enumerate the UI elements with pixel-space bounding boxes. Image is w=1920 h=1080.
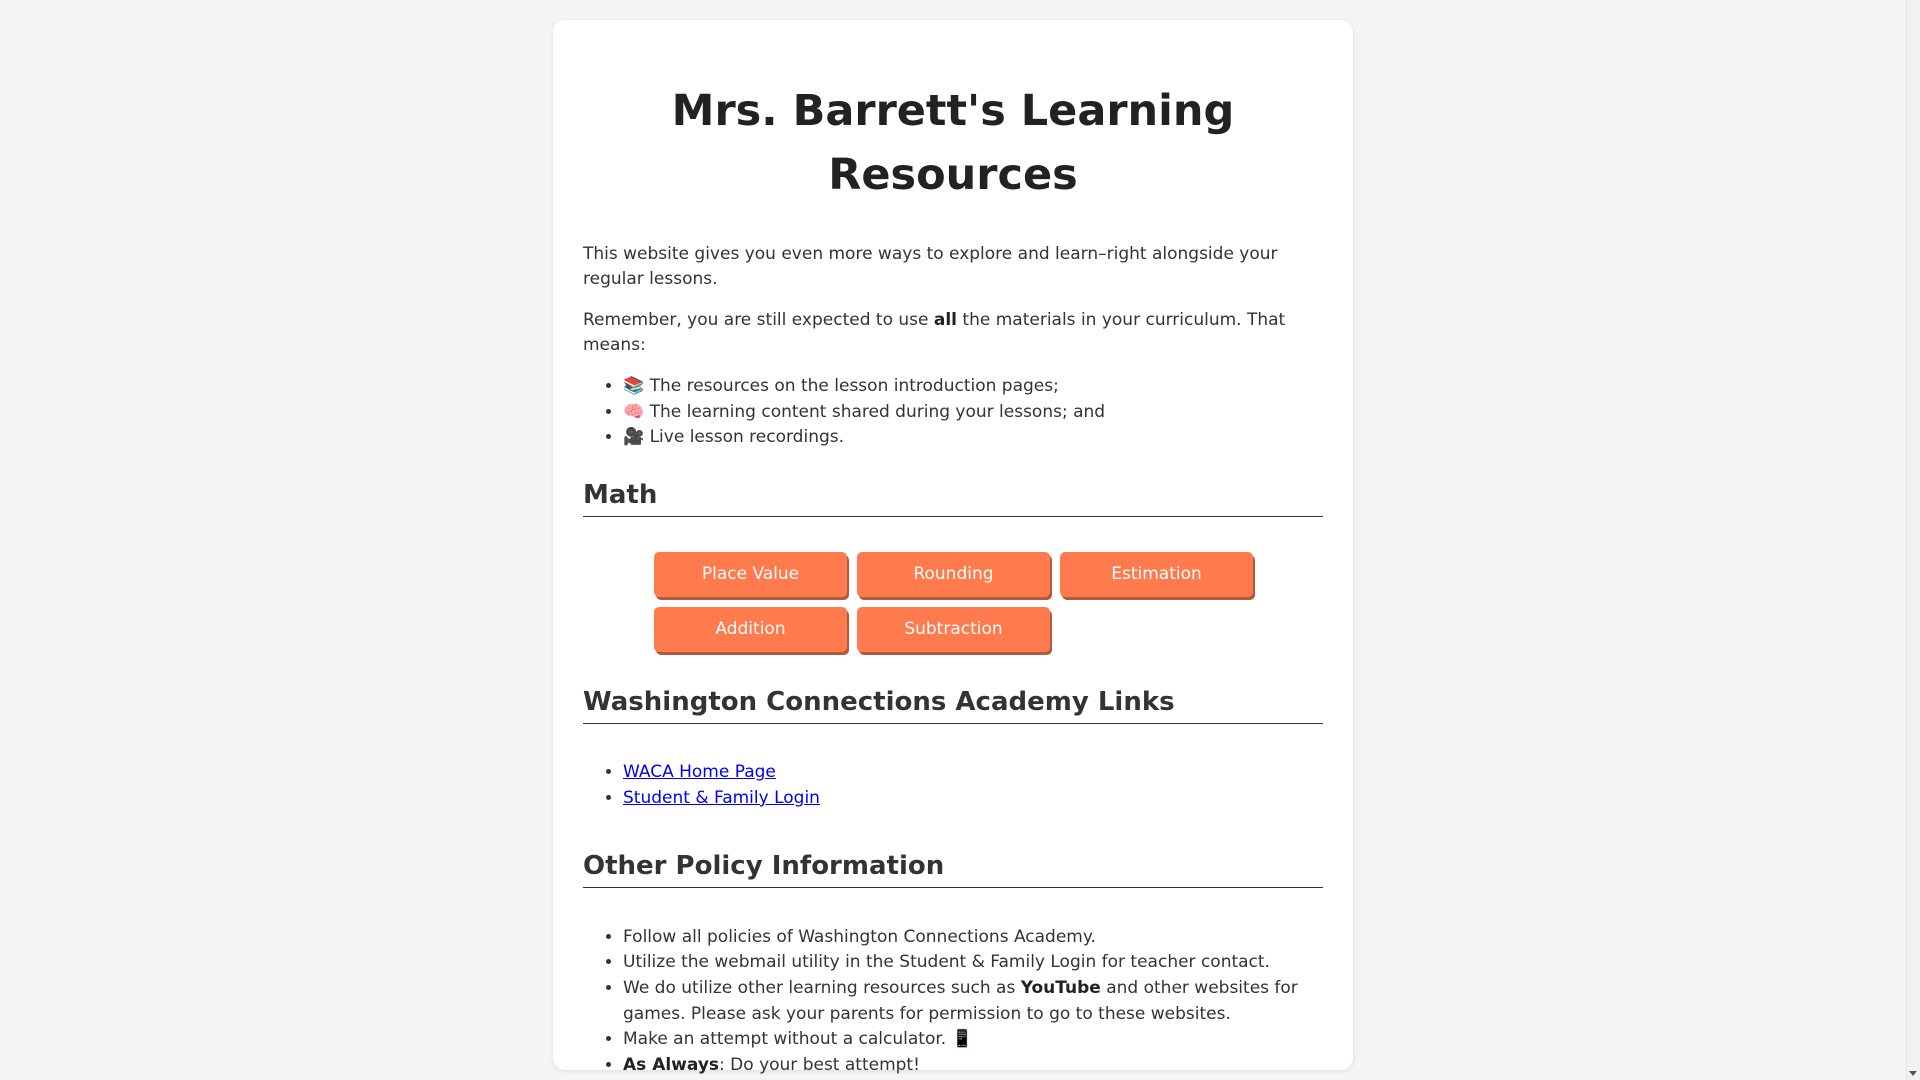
page-title — [583, 79, 1323, 207]
youtube-bold: YouTube — [1020, 977, 1101, 998]
policy-list — [583, 925, 1323, 1079]
place-value-button[interactable]: Place Value — [654, 552, 847, 597]
page-title-line2: Resources — [828, 150, 1078, 200]
math-heading: Math — [583, 479, 1323, 517]
waca-links-heading: Washington Connections Academy Links — [583, 686, 1323, 724]
addition-button[interactable]: Addition — [654, 607, 847, 652]
policy-heading: Other Policy Information — [583, 850, 1323, 888]
materials-list — [583, 374, 1323, 451]
list-item-text: and other websites for games. Please ask your parents for permission to go to these websites. — [623, 977, 1298, 1024]
rounding-button[interactable]: Rounding — [857, 552, 1050, 597]
list-item-text: Live lesson recordings. — [649, 427, 845, 448]
as-always-bold: As Always — [623, 1055, 720, 1076]
list-item-text: The learning content shared during your lessons; and — [649, 401, 1106, 422]
list-item — [623, 400, 1323, 426]
waca-home-page-link[interactable]: WACA Home Page — [623, 762, 776, 783]
list-item: • Utilize the webmail utility in the Student & Family Login for teacher contact. — [623, 950, 1323, 976]
student-family-login-link[interactable]: Student & Family Login — [623, 787, 820, 808]
estimation-button[interactable]: Estimation — [1060, 552, 1253, 597]
list-item — [623, 786, 1323, 812]
list-item — [623, 374, 1323, 400]
list-item — [623, 425, 1323, 451]
list-item — [623, 976, 1323, 1027]
list-item — [623, 760, 1323, 786]
list-item-text: : Do your best attempt! — [719, 1055, 920, 1076]
list-item: • Follow all policies of Washington Connections Academy. — [623, 925, 1323, 951]
video-camera-icon: 🎥 — [623, 427, 645, 448]
list-item: • Make an attempt without a calculator. 📱 — [623, 1027, 1323, 1053]
remember-text-after: the materials in your curriculum. That means: — [583, 310, 1286, 355]
math-button-grid — [583, 552, 1323, 652]
waca-links-list — [583, 760, 1323, 811]
list-item-text: The resources on the lesson introduction pages; — [649, 376, 1059, 396]
brain-icon: 🧠 — [623, 401, 645, 422]
list-item — [623, 1053, 1323, 1079]
remember-text-before: Remember, you are still expected to use — [583, 310, 934, 330]
list-item-text: We do utilize other learning resources such as — [623, 977, 1021, 998]
page-title-line1: Mrs. Barrett's Learning — [671, 86, 1235, 136]
vertical-scrollbar[interactable] — [1906, 0, 1920, 1080]
intro-paragraph: This website gives you even more ways to explore and learn–right alongside your regular lessons. — [583, 244, 1278, 289]
content-card — [553, 20, 1353, 1076]
remember-paragraph — [583, 308, 1323, 358]
books-icon: 📚 — [623, 376, 645, 396]
remember-bold: all — [933, 310, 958, 330]
subtraction-button[interactable]: Subtraction — [857, 607, 1050, 652]
scroll-down-arrow-icon[interactable] — [1909, 1071, 1917, 1076]
